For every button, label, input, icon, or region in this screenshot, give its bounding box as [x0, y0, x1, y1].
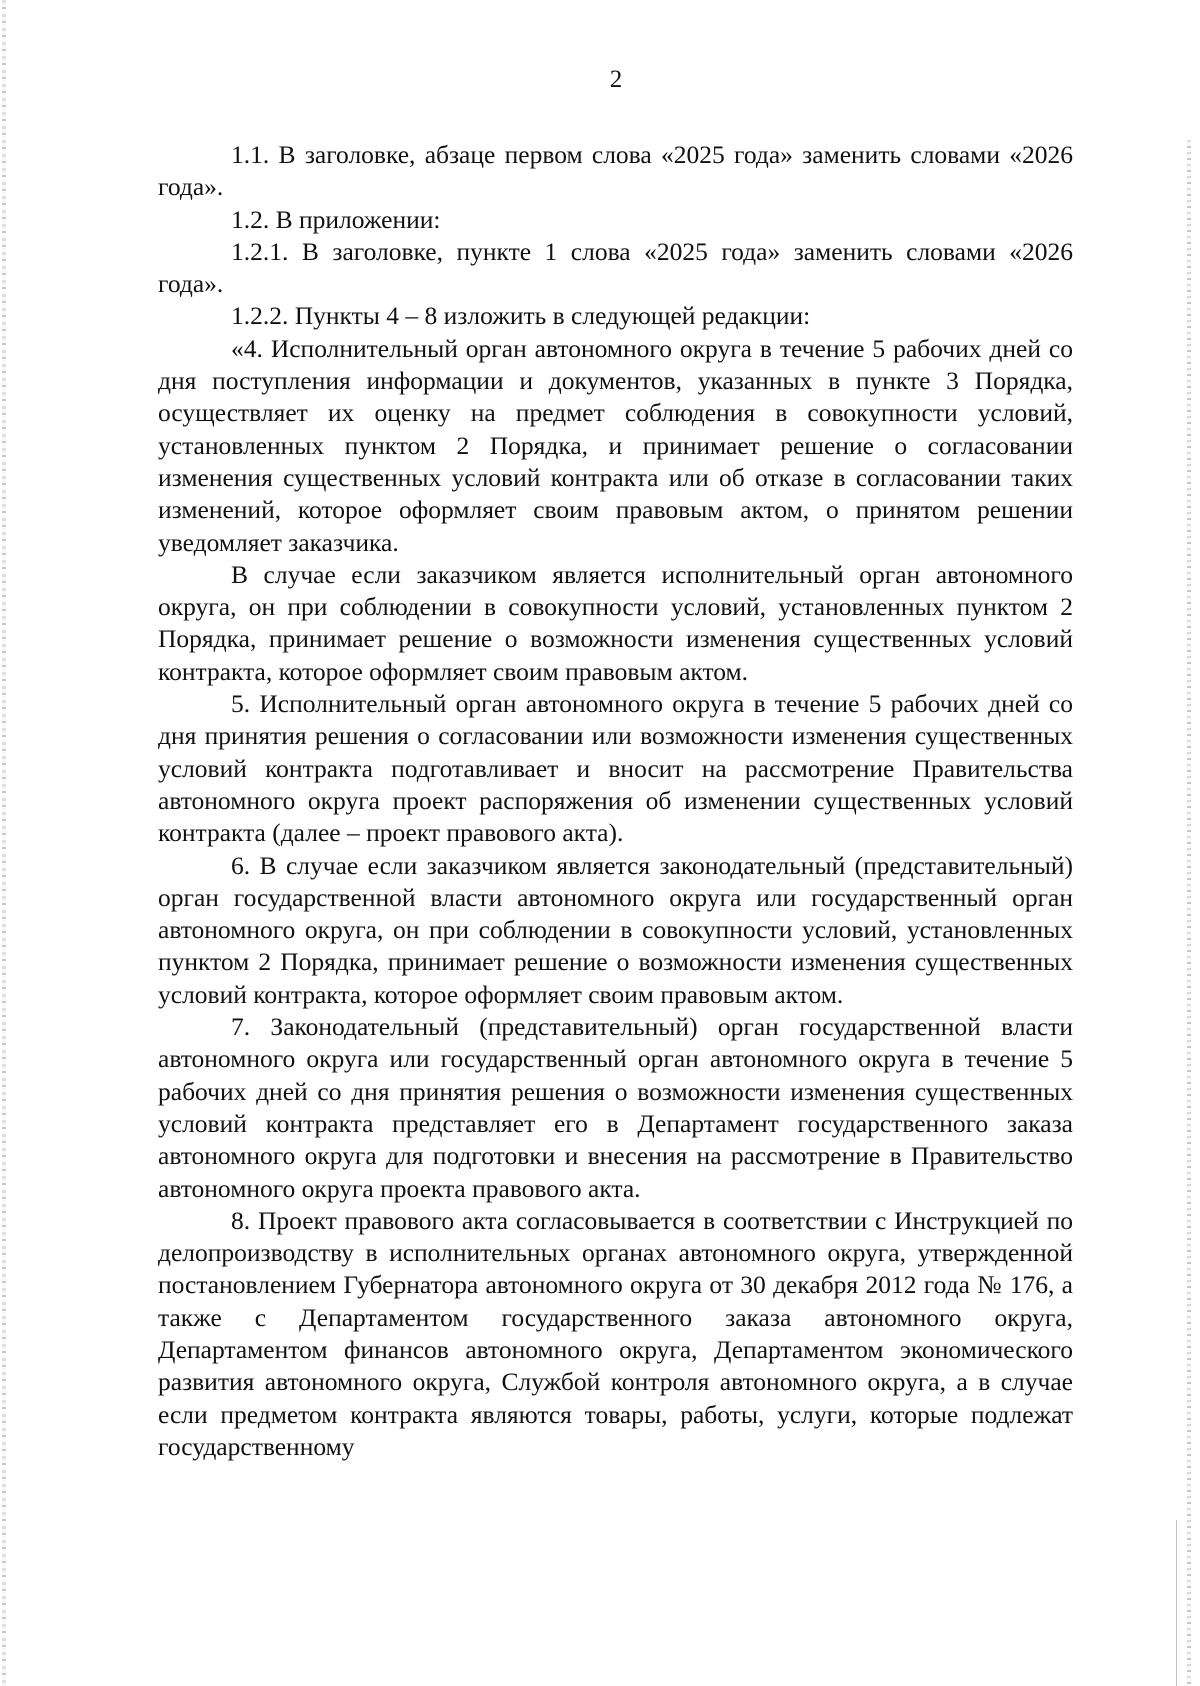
- paragraph-1-2: 1.2. В приложении:: [231, 204, 441, 234]
- paragraph-point-8: 8. Проект правового акта согласовывается в соответствии с Инструкцией по делопроизводству в исполнительных органах автономного округа, утвержденной постановлением Губернатора автономного округа от 30 декабря 2012 года № 176, а также с Департаментом государственного заказа автономного округа, Департаментом финансов автономного округа, Департаментом экономического развития автономного округа, Службой контроля автономного округа, а в случае если предметом контракта являются товары, работы, услуги, которые подлежат государственному: [158, 1205, 1073, 1461]
- paragraph-1-1: 1.1. В заголовке, абзаце первом слова «2025 года» заменить словами «2026 года».: [158, 140, 1073, 202]
- page-number: 2: [609, 66, 623, 93]
- paragraph-1-2-1: 1.2.1. В заголовке, пункте 1 слова «2025 года» заменить словами «2026 года».: [158, 236, 1073, 299]
- paragraph-point-5: 5. Исполнительный орган автономного округа в течение 5 рабочих дней со дня принятия решения о согласовании или возможности изменения существенных условий контракта подготавливает и вносит на рассмотрение Правительства автономного округа проект распоряжения об изменении существенных условий контракта (далее – проект правового акта).: [158, 689, 1073, 848]
- scan-edge-line: [1176, 1520, 1177, 1686]
- paragraph-point-4: «4. Исполнительный орган автономного округа в течение 5 рабочих дней со дня поступления информации и документов, указанных в пункте 3 Порядка, осуществляет их оценку на предмет соблюдения в совокупности условий, установленных пунктом 2 Порядка, и принимает решение о согласовании изменения существенных условий контракта или об отказе в согласовании таких изменений, которое оформляет своим правовым актом, о принятом решении уведомляет заказчика.: [158, 333, 1073, 557]
- paragraph-point-6: 6. В случае если заказчиком является законодательный (представительный) орган государственной власти автономного округа или государственный орган автономного округа, он при соблюдении в совокупности условий, установленных пунктом 2 Порядка, принимает решение о возможности изменения существенных условий контракта, которое оформляет своим правовым актом.: [158, 850, 1073, 1009]
- paragraph-point-4-case: В случае если заказчиком является исполнительный орган автономного округа, он при соблюдении в совокупности условий, установленных пунктом 2 Порядка, принимает решение о возможности изменения существенных условий контракта, которое оформляет своим правовым актом.: [158, 559, 1073, 686]
- document-body: [158, 139, 1073, 1463]
- paragraph-point-7: 7. Законодательный (представительный) орган государственной власти автономного округа или государственный орган автономного округа в течение 5 рабочих дней со дня принятия решения о возможности изменения существенных условий контракта представляет его в Департамент государственного заказа автономного округа для подготовки и внесения на рассмотрение в Правительство автономного округа проекта правового акта.: [158, 1012, 1073, 1203]
- paragraph-1-2-2: 1.2.2. Пункты 4 – 8 изложить в следующей редакции:: [231, 301, 811, 331]
- scan-edge-right: [1187, 140, 1191, 1686]
- scan-edge-left: [2, 0, 6, 1686]
